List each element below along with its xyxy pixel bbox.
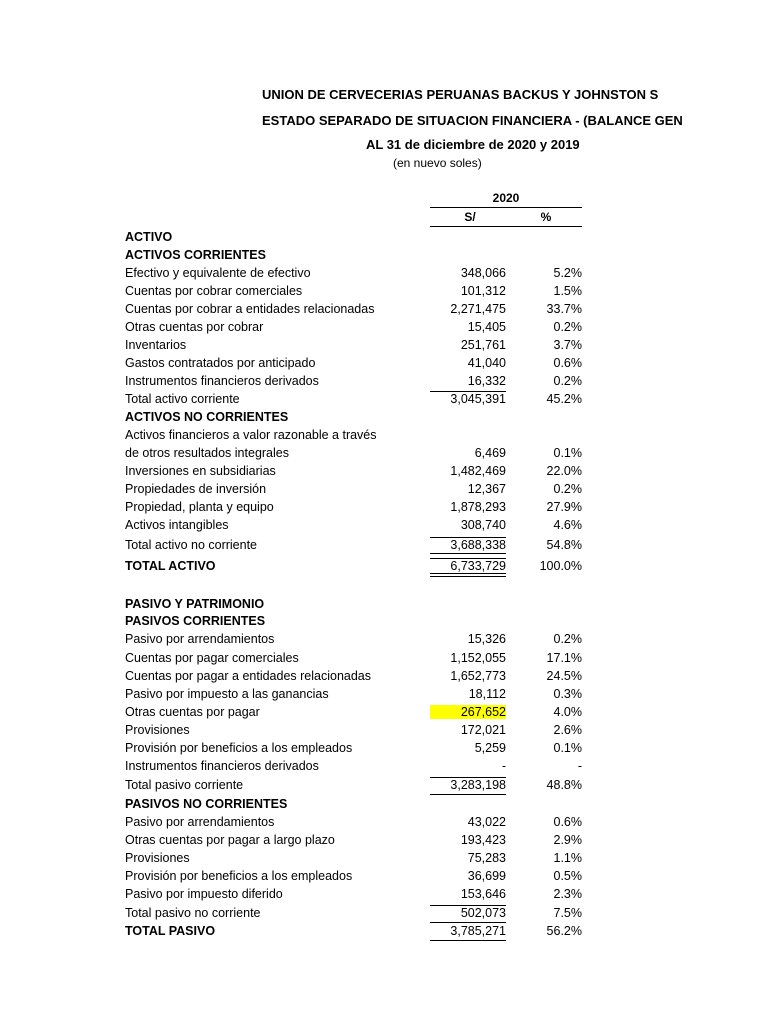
amount-cell: 1,482,469 bbox=[450, 464, 506, 478]
percent-cell: 24.5% bbox=[546, 669, 582, 683]
table-row bbox=[0, 356, 768, 374]
table-row bbox=[0, 464, 768, 482]
row-label: Cuentas por cobrar a entidades relacionadas bbox=[125, 302, 375, 316]
amount-cell: 1,152,055 bbox=[450, 651, 506, 665]
row-label: Pasivo por arrendamientos bbox=[125, 632, 275, 646]
column-header-rule bbox=[430, 226, 582, 227]
row-label: Provisiones bbox=[125, 851, 190, 865]
subtotal-rule bbox=[430, 558, 506, 559]
total-double-rule bbox=[430, 573, 506, 577]
row-label: Propiedad, planta y equipo bbox=[125, 500, 274, 514]
percent-cell: 22.0% bbox=[546, 464, 582, 478]
table-row bbox=[0, 669, 768, 687]
table-row bbox=[0, 428, 768, 446]
amount-cell: 153,646 bbox=[460, 887, 506, 901]
table-row bbox=[0, 374, 768, 392]
amount-cell: 1,652,773 bbox=[450, 669, 506, 683]
percent-cell: 33.7% bbox=[546, 302, 582, 316]
amount-cell: 502,073 bbox=[460, 906, 506, 920]
row-label: Total pasivo no corriente bbox=[125, 906, 261, 920]
amount-cell: 172,021 bbox=[460, 723, 506, 737]
table-row bbox=[0, 924, 768, 942]
company-name: UNION DE CERVECERIAS PERUANAS BACKUS Y JOHNSTON S bbox=[262, 87, 659, 102]
year-rule bbox=[430, 207, 582, 208]
table-row bbox=[0, 284, 768, 302]
amount-cell: 43,022 bbox=[467, 815, 506, 829]
amount-cell: 193,423 bbox=[460, 833, 506, 847]
percent-cell: 17.1% bbox=[546, 651, 582, 665]
row-label: TOTAL PASIVO bbox=[125, 924, 216, 938]
percent-cell: 0.2% bbox=[553, 320, 582, 334]
row-label: Cuentas por pagar comerciales bbox=[125, 651, 299, 665]
row-label: Provisiones bbox=[125, 723, 190, 737]
percent-cell: 0.2% bbox=[553, 632, 582, 646]
amount-cell: 3,283,198 bbox=[450, 778, 506, 792]
percent-cell: 2.6% bbox=[553, 723, 582, 737]
percent-cell: 2.3% bbox=[553, 887, 582, 901]
amount-cell: 12,367 bbox=[467, 482, 506, 496]
amount-cell: 251,761 bbox=[460, 338, 506, 352]
row-label: Total activo no corriente bbox=[125, 538, 258, 552]
percent-cell: 48.8% bbox=[546, 778, 582, 792]
table-row bbox=[0, 651, 768, 669]
row-label: Total activo corriente bbox=[125, 392, 240, 406]
table-row bbox=[0, 687, 768, 705]
table-row bbox=[0, 887, 768, 905]
percent-cell: 0.6% bbox=[553, 356, 582, 370]
row-label: Pasivo por impuesto diferido bbox=[125, 887, 283, 901]
row-label: Activos financieros a valor razonable a través bbox=[125, 428, 377, 442]
row-label: Propiedades de inversión bbox=[125, 482, 267, 496]
row-label: Cuentas por pagar a entidades relacionadas bbox=[125, 669, 372, 683]
row-label: ACTIVOS CORRIENTES bbox=[125, 248, 266, 262]
percent-cell: 100.0% bbox=[539, 559, 582, 573]
table-row bbox=[0, 230, 768, 248]
amount-cell: 3,688,338 bbox=[450, 538, 506, 552]
percent-cell: 1.5% bbox=[553, 284, 582, 298]
percent-cell: 45.2% bbox=[546, 392, 582, 406]
amount-cell: 348,066 bbox=[460, 266, 506, 280]
amount-cell: 41,040 bbox=[467, 356, 506, 370]
row-label: PASIVO Y PATRIMONIO bbox=[125, 597, 265, 611]
table-row bbox=[0, 518, 768, 536]
table-row bbox=[0, 815, 768, 833]
table-row bbox=[0, 741, 768, 759]
row-label: PASIVOS NO CORRIENTES bbox=[125, 797, 288, 811]
year-header: 2020 bbox=[492, 191, 520, 205]
amount-cell: 18,112 bbox=[468, 687, 506, 701]
subtotal-rule bbox=[430, 922, 506, 923]
percent-cell: 0.2% bbox=[553, 374, 582, 388]
amount-column-header: S/ bbox=[464, 210, 476, 224]
table-row bbox=[0, 266, 768, 284]
statement-date: AL 31 de diciembre de 2020 y 2019 bbox=[366, 137, 580, 152]
table-row bbox=[0, 723, 768, 741]
row-label: Otras cuentas por pagar a largo plazo bbox=[125, 833, 335, 847]
amount-cell: 2,271,475 bbox=[450, 302, 506, 316]
row-label: TOTAL ACTIVO bbox=[125, 559, 216, 573]
table-row bbox=[0, 500, 768, 518]
percent-cell: 56.2% bbox=[546, 924, 582, 938]
percent-column-header: % bbox=[540, 210, 552, 224]
percent-cell: 0.5% bbox=[553, 869, 582, 883]
row-label: Provisión por beneficios a los empleados bbox=[125, 869, 353, 883]
table-row bbox=[0, 446, 768, 464]
amount-cell: 6,733,729 bbox=[450, 559, 506, 573]
row-label: Cuentas por cobrar comerciales bbox=[125, 284, 303, 298]
row-label: PASIVOS CORRIENTES bbox=[125, 614, 266, 628]
amount-cell: 5,259 bbox=[474, 741, 506, 755]
subtotal-rule bbox=[430, 777, 506, 778]
table-row bbox=[0, 410, 768, 428]
row-label: Instrumentos financieros derivados bbox=[125, 374, 319, 388]
amount-cell: 3,785,271 bbox=[450, 924, 506, 938]
percent-cell: 0.2% bbox=[553, 482, 582, 496]
percent-cell: 27.9% bbox=[546, 500, 582, 514]
table-row bbox=[0, 482, 768, 500]
row-label: Efectivo y equivalente de efectivo bbox=[125, 266, 311, 280]
percent-cell: 5.2% bbox=[553, 266, 582, 280]
row-label: Provisión por beneficios a los empleados bbox=[125, 741, 353, 755]
amount-cell: 1,878,293 bbox=[450, 500, 506, 514]
row-label: Otras cuentas por pagar bbox=[125, 705, 260, 719]
row-label: Gastos contratados por anticipado bbox=[125, 356, 316, 370]
subtotal-rule bbox=[430, 391, 506, 392]
percent-cell: 0.6% bbox=[553, 815, 582, 829]
row-label: de otros resultados integrales bbox=[125, 446, 289, 460]
percent-cell: 0.3% bbox=[553, 687, 582, 701]
table-row bbox=[0, 705, 768, 723]
table-row bbox=[0, 320, 768, 338]
row-label: Inventarios bbox=[125, 338, 187, 352]
percent-cell: 0.1% bbox=[553, 446, 582, 460]
row-label: ACTIVO bbox=[125, 230, 173, 244]
amount-cell: 16,332 bbox=[467, 374, 506, 388]
percent-cell: 2.9% bbox=[553, 833, 582, 847]
row-label: Total pasivo corriente bbox=[125, 778, 244, 792]
row-label: Pasivo por impuesto a las ganancias bbox=[125, 687, 329, 701]
percent-cell: - bbox=[577, 759, 582, 773]
subtotal-rule bbox=[430, 553, 506, 554]
percent-cell: 54.8% bbox=[546, 538, 582, 552]
table-row bbox=[0, 614, 768, 632]
percent-cell: 4.6% bbox=[553, 518, 582, 532]
statement-title: ESTADO SEPARADO DE SITUACION FINANCIERA - (BALANCE GEN bbox=[262, 113, 683, 128]
amount-cell: 308,740 bbox=[460, 518, 506, 532]
amount-cell: 101,312 bbox=[460, 284, 506, 298]
currency-note: (en nuevo soles) bbox=[393, 156, 482, 170]
subtotal-rule bbox=[430, 940, 506, 941]
row-label: Otras cuentas por cobrar bbox=[125, 320, 264, 334]
table-row bbox=[0, 906, 768, 924]
table-row bbox=[0, 597, 768, 615]
table-row bbox=[0, 778, 768, 796]
row-label: Pasivo por arrendamientos bbox=[125, 815, 275, 829]
row-label: Inversiones en subsidiarias bbox=[125, 464, 276, 478]
amount-cell: 36,699 bbox=[467, 869, 506, 883]
amount-cell: 75,283 bbox=[467, 851, 506, 865]
table-row bbox=[0, 302, 768, 320]
percent-cell: 1.1% bbox=[553, 851, 582, 865]
percent-cell: 3.7% bbox=[553, 338, 582, 352]
highlighted-amount-cell: 267,652 bbox=[430, 705, 506, 719]
table-row bbox=[0, 833, 768, 851]
table-row bbox=[0, 797, 768, 815]
subtotal-rule bbox=[430, 794, 506, 795]
table-row bbox=[0, 759, 768, 777]
table-row bbox=[0, 559, 768, 577]
table-row bbox=[0, 851, 768, 869]
table-row bbox=[0, 538, 768, 556]
percent-cell: 7.5% bbox=[553, 906, 582, 920]
amount-cell: 15,405 bbox=[467, 320, 506, 334]
subtotal-rule bbox=[430, 537, 506, 538]
amount-cell: 6,469 bbox=[474, 446, 506, 460]
row-label: Instrumentos financieros derivados bbox=[125, 759, 319, 773]
percent-cell: 4.0% bbox=[553, 705, 582, 719]
table-row bbox=[0, 248, 768, 266]
row-label: Activos intangibles bbox=[125, 518, 229, 532]
table-row bbox=[0, 338, 768, 356]
subtotal-rule bbox=[430, 905, 506, 906]
table-row bbox=[0, 392, 768, 410]
amount-cell: 15,326 bbox=[467, 632, 506, 646]
amount-cell: - bbox=[501, 759, 506, 773]
percent-cell: 0.1% bbox=[553, 741, 582, 755]
table-row bbox=[0, 869, 768, 887]
table-row bbox=[0, 632, 768, 650]
amount-cell: 3,045,391 bbox=[450, 392, 506, 406]
row-label: ACTIVOS NO CORRIENTES bbox=[125, 410, 289, 424]
